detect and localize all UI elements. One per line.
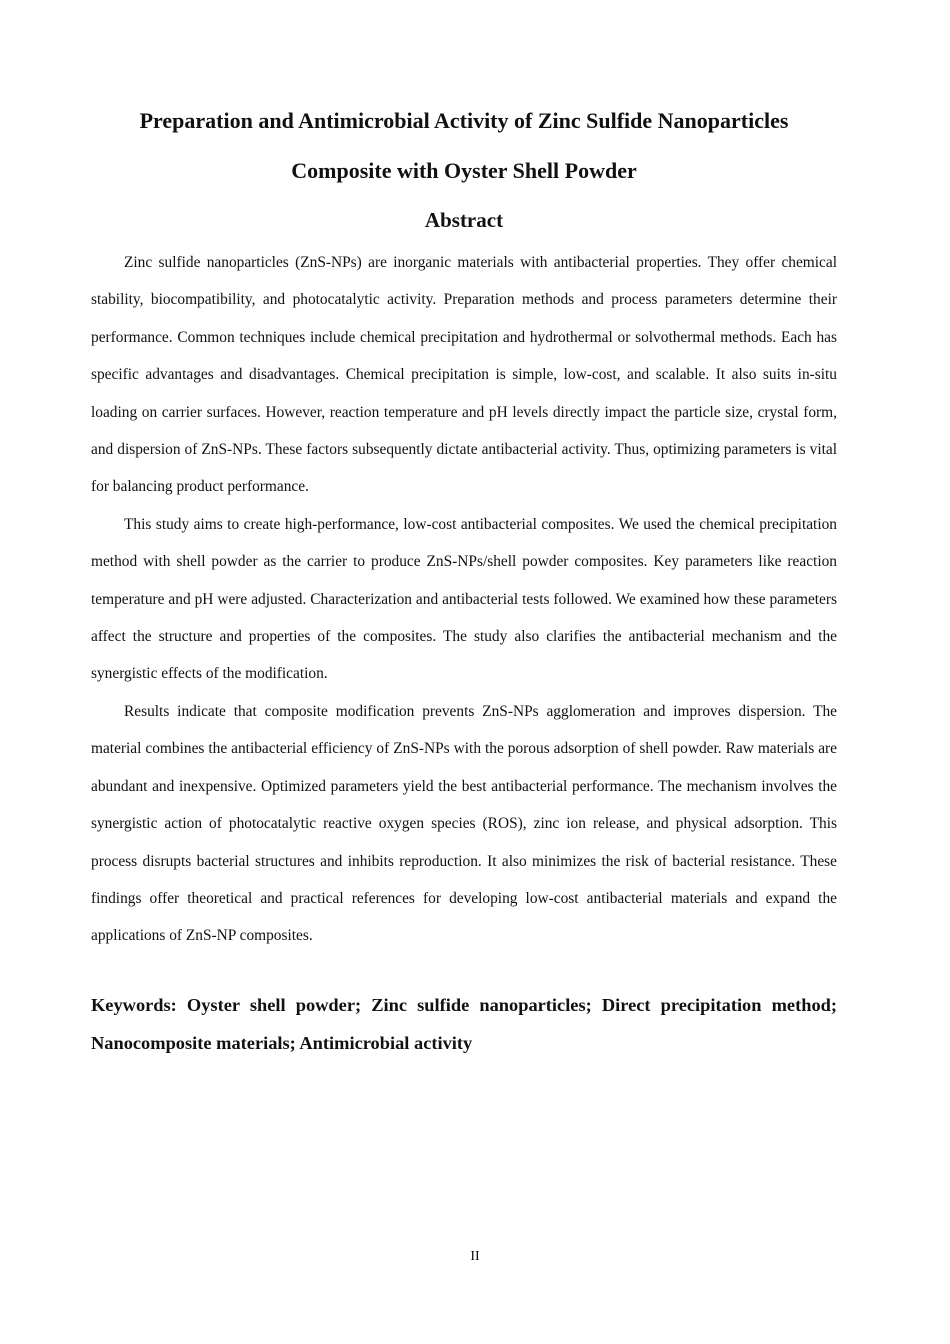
abstract-paragraph-1: Zinc sulfide nanoparticles (ZnS-NPs) are inorganic materials with antibacterial properties. They offer chemical stability, biocompatibility, and photocatalytic activity. Preparation methods and process parameters determine their performance. Common techniques include chemical precipitation and hydrothermal or solvothermal methods. Each has specific advantages and disadvantages. Chemical precipitation is simple, low-cost, and scalable. It also suits in-situ loading on carrier surfaces. However, reaction temperature and pH levels directly impact the particle size, crystal form, and dispersion of ZnS-NPs. These factors subsequently dictate antibacterial activity. Thus, optimizing parameters is vital for balancing product performance.: [91, 254, 837, 496]
abstract-heading: Abstract: [424, 208, 504, 232]
document-page: [91, 96, 837, 1062]
paper-title-line-2: Composite with Oyster Shell Powder: [291, 158, 637, 183]
page-number: II: [470, 1249, 480, 1264]
abstract-paragraph-3: Results indicate that composite modification prevents ZnS-NPs agglomeration and improves dispersion. The material combines the antibacterial efficiency of ZnS-NPs with the porous adsorption of shell powder. Raw materials are abundant and inexpensive. Optimized parameters yield the best antibacterial performance. The mechanism involves the synergistic action of photocatalytic reactive oxygen species (ROS), zinc ion release, and physical adsorption. This process disrupts bacterial structures and inhibits reproduction. It also minimizes the risk of bacterial resistance. These findings offer theoretical and practical references for developing low-cost antibacterial materials and expand the applications of ZnS-NP composites.: [91, 702, 837, 945]
paper-title-line-1: Preparation and Antimicrobial Activity of Zinc Sulfide Nanoparticles: [139, 108, 789, 133]
abstract-paragraph-2: This study aims to create high-performance, low-cost antibacterial composites. We used the chemical precipitation method with shell powder as the carrier to produce ZnS-NPs/shell powder composites. Key parameters like reaction temperature and pH were adjusted. Characterization and antibacterial tests followed. We examined how these parameters affect the structure and properties of the composites. The study also clarifies the antibacterial mechanism and the synergistic effects of the modification.: [91, 515, 837, 683]
keywords: Keywords: Oyster shell powder; Zinc sulfide nanoparticles; Direct precipitation method; Nanocomposite materials; Antimicrobial activity: [91, 994, 837, 1053]
paper-title: [91, 96, 837, 196]
